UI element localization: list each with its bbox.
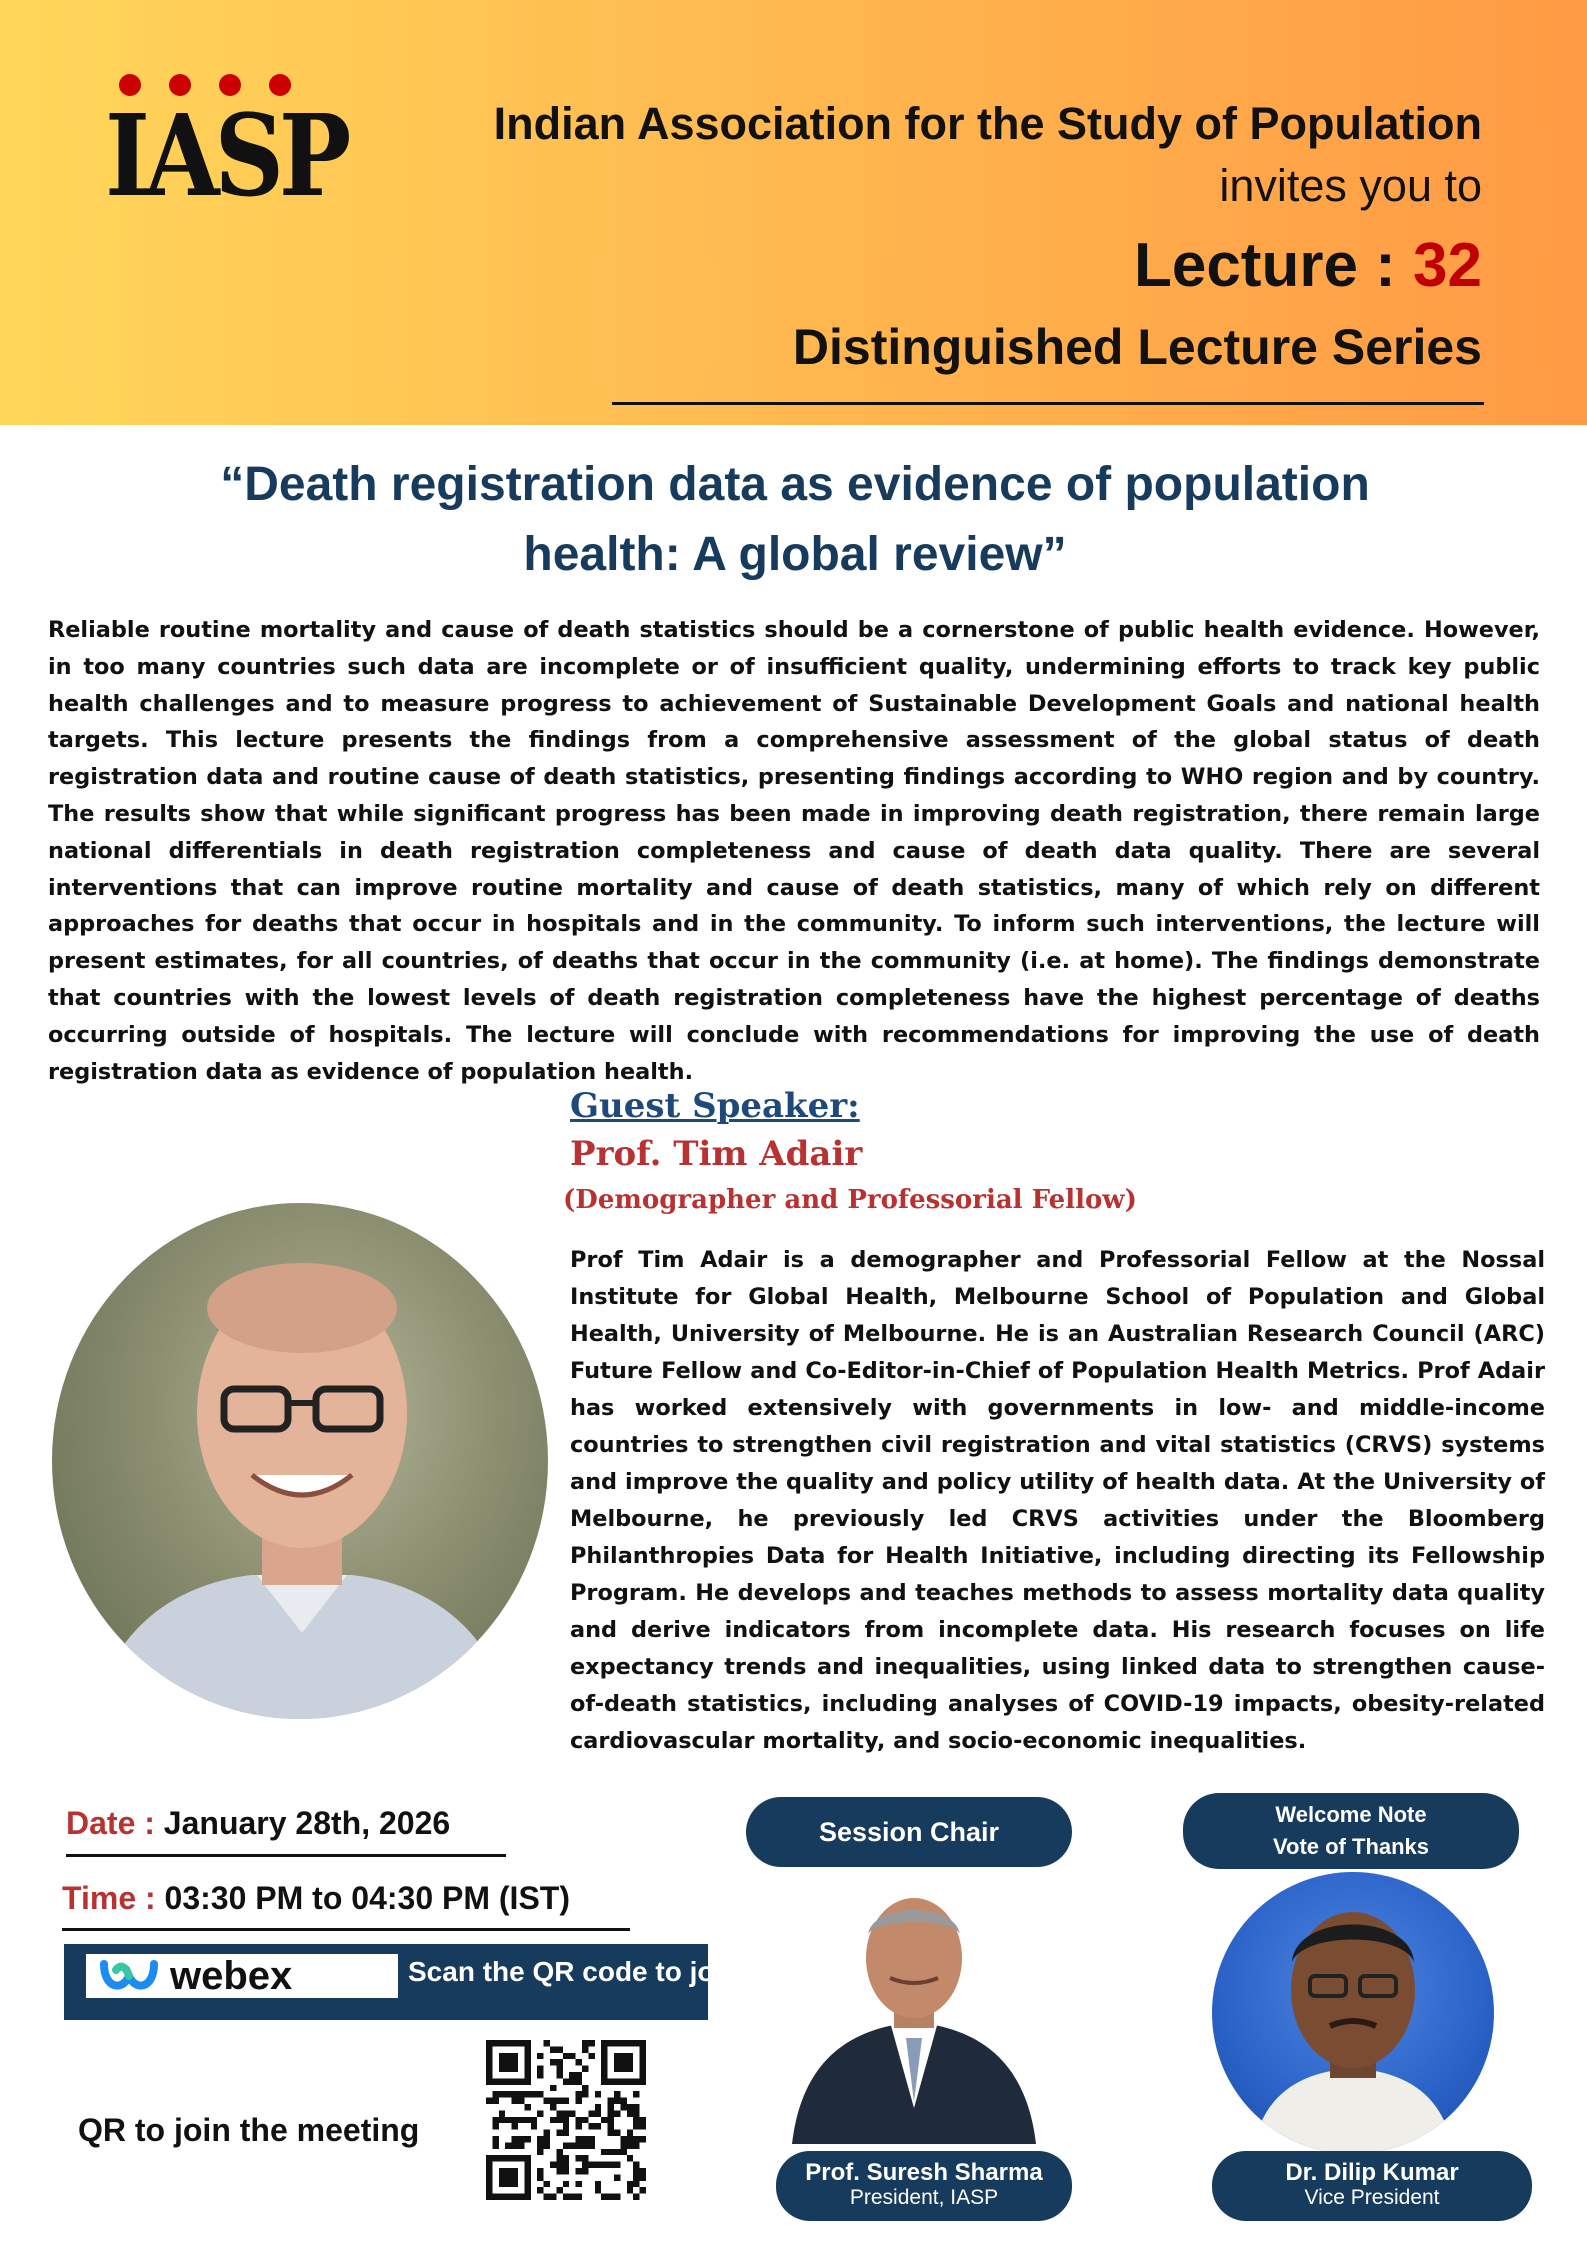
lecture-title <box>90 450 1500 590</box>
date-value: January 28th, 2026 <box>163 1805 451 1841</box>
session-chair-photo <box>782 1888 1046 2144</box>
header-banner <box>0 0 1587 425</box>
date-divider <box>66 1854 506 1857</box>
series-divider <box>612 402 1484 405</box>
join-instruction: Scan the QR code to join: <box>408 1956 749 1987</box>
welcome-badge <box>1183 1793 1519 1869</box>
vice-president-photo <box>1212 1872 1494 2154</box>
speaker-name: Prof. Tim Adair <box>570 1134 863 1174</box>
qr-label: QR to join the meeting <box>78 2112 420 2148</box>
speaker-photo <box>52 1203 548 1719</box>
time-label: Time : <box>62 1880 156 1916</box>
vice-president-name-badge <box>1212 2151 1532 2221</box>
lecture-title-line1: “Death registration data as evidence of population <box>220 458 1370 511</box>
vice-president-title: Vice President <box>1304 2186 1440 2209</box>
time-divider <box>62 1928 630 1931</box>
welcome-note-label: Welcome Note <box>1275 1802 1427 1827</box>
date-label: Date : <box>66 1805 155 1841</box>
vice-president-portrait-icon <box>1212 1872 1494 2154</box>
invite-text: invites you to <box>1219 160 1482 211</box>
session-chair-name-badge <box>776 2151 1072 2221</box>
vice-president-name: Dr. Dilip Kumar <box>1285 2159 1459 2186</box>
vote-of-thanks-label: Vote of Thanks <box>1272 1834 1430 1859</box>
speaker-bio: Prof Tim Adair is a demographer and Professorial Fellow at the Nossal Institute for Global Health, Melbourne School of Population and Global Health, University of Melbourne. He is an Australian Research Council (ARC) Future Fellow and Co-Editor-in-Chief of Population Health Metrics. Prof Adair has worked extensively with governments in low- and middle-income countries to strengthen civil registration and vital statistics (CRVS) systems and improve the quality and policy utility of health data. At the University of Melbourne, he previously led CRVS activities under the Bloomberg Philanthropies Data for Health Initiative, including directing its Fellowship Program. He develops and teaches methods to assess mortality data quality and derive indicators from incomplete data. His research focuses on life expectancy trends and inequalities, using linked data to strengthen cause-of-death statistics, including analyses of COVID-19 impacts, obesity-related cardiovascular mortality, and socio-economic inequalities. <box>570 1247 1545 1754</box>
guest-speaker-label: Guest Speaker: <box>570 1086 860 1126</box>
session-chair-name: Prof. Suresh Sharma <box>805 2159 1043 2186</box>
webex-icon <box>100 1958 158 1994</box>
webex-logo <box>86 1954 398 1998</box>
lecture-heading <box>1134 230 1482 301</box>
lecture-title-line2: health: A global review” <box>523 528 1067 581</box>
abstract: Reliable routine mortality and cause of death statistics should be a cornerstone of public health evidence. However, in too many countries such data are incomplete or of insufficient quality, undermining efforts to track key public health challenges and to measure progress to achievement of Sustainable Development Goals and national health targets. This lecture presents the findings from a comprehensive assessment of the global status of death registration data and routine cause of death statistics, presenting findings according to WHO region and by country. The results show that while significant progress has been made in improving death registration, there remain large national differentials in death registration completeness and cause of death data quality. There are several interventions that can improve routine mortality and cause of death statistics, many of which rely on different approaches for deaths that occur in hospitals and in the community. To inform such interventions, the lecture will present estimates, for all countries, of deaths that occur in the community (i.e. at home). The findings demonstrate that countries with the lowest levels of death registration completeness have the highest percentage of deaths occurring outside of hospitals. The lecture will conclude with recommendations for improving the use of death registration data as evidence of population health. <box>48 617 1540 1085</box>
webex-wordmark: webex <box>170 1954 293 1998</box>
speaker-portrait-icon <box>52 1203 548 1719</box>
time-value: 03:30 PM to 04:30 PM (IST) <box>164 1880 570 1916</box>
logo-text: IASP <box>105 91 347 222</box>
lecture-number: 32 <box>1413 231 1482 300</box>
webex-join-bar[interactable] <box>64 1944 749 2020</box>
event-time <box>62 1880 570 1917</box>
session-chair-badge: Session Chair <box>746 1797 1072 1867</box>
session-chair-title: President, IASP <box>849 2186 999 2209</box>
event-date <box>66 1805 450 1842</box>
organization-name: Indian Association for the Study of Population <box>493 98 1482 149</box>
qr-code-icon[interactable] <box>486 2040 646 2200</box>
speaker-role: (Demographer and Professorial Fellow) <box>563 1185 1137 1215</box>
lecture-prefix: Lecture : <box>1133 231 1414 300</box>
iasp-logo <box>105 74 347 224</box>
series-title: Distinguished Lecture Series <box>792 319 1482 375</box>
